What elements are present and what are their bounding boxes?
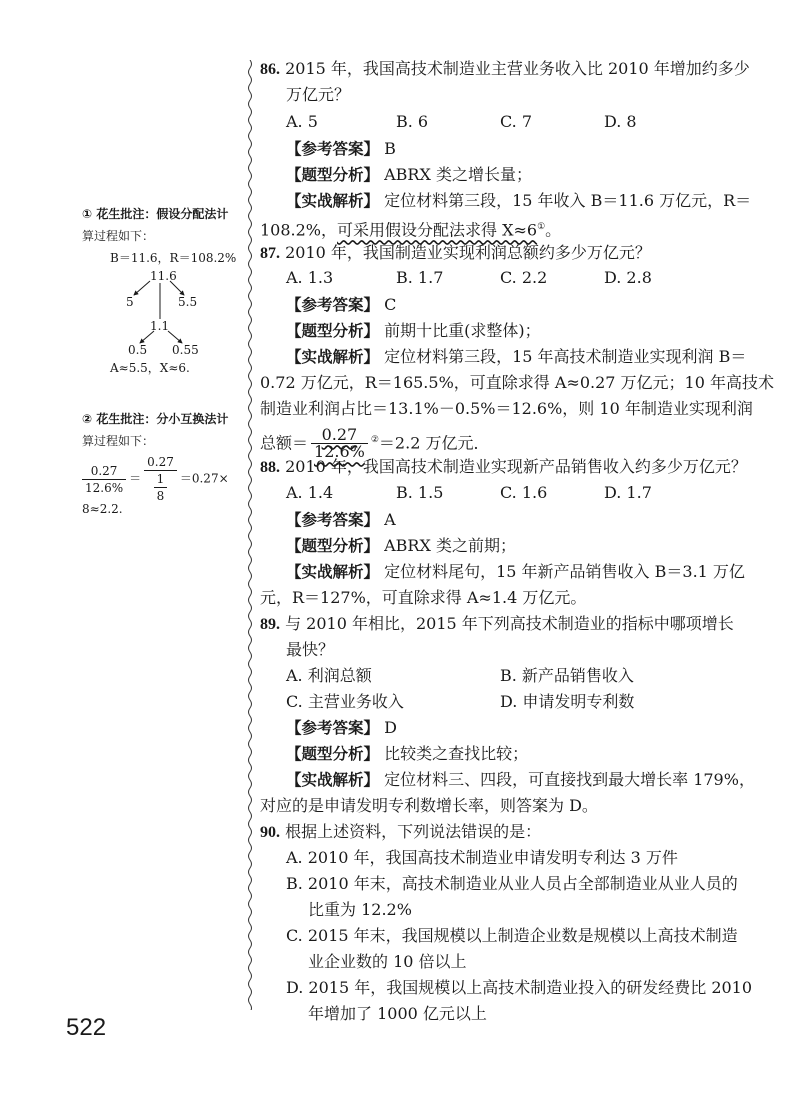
note-title: ① 花生批注：假设分配法计 <box>82 207 229 221</box>
note-result: 8≈2.2. <box>82 502 123 516</box>
answer-row: 【参考答案】 B <box>286 139 396 158</box>
analysis-row-cont: 108.2%，可采用假设分配法求得 X≈6①。 <box>260 220 562 240</box>
answer-row: 【参考答案】 A <box>286 510 396 529</box>
option-b-cont: 比重为 12.2% <box>308 900 412 919</box>
option-c: C. 2015 年末，我国规模以上制造企业数是规模以上高技术制造 <box>286 926 738 945</box>
analysis-row-cont: 对应的是申请发明专利数增长率，则答案为 D。 <box>260 796 598 815</box>
option-d: D. 1.7 <box>604 483 652 502</box>
option-a: A. 利润总额 <box>286 666 372 685</box>
option-d: D. 2015 年，我国规模以上高技术制造业投入的研发经费比 2010 <box>286 978 753 997</box>
question-86-stem: 86. 2015 年，我国高技术制造业主营业务收入比 2010 年增加约多少 <box>260 59 750 78</box>
answer-row: 【参考答案】 C <box>286 295 397 314</box>
fraction: $\frac{0.27}{12.6\%}$ <box>311 427 368 460</box>
option-b: B. 1.5 <box>396 483 444 502</box>
option-a: A. 1.3 <box>286 268 334 287</box>
option-d: D. 8 <box>604 112 637 131</box>
type-row: 【题型分析】 前期十比重(求整体)； <box>286 321 541 340</box>
option-a: A. 1.4 <box>286 483 334 502</box>
question-90-stem: 90. 根据上述资料，下列说法错误的是： <box>260 822 542 841</box>
analysis-row: 【实战解析】 定位材料第三段，15 年收入 B＝11.6 万亿元，R＝ <box>286 191 752 210</box>
option-b: B. 2010 年末，高技术制造业从业人员占全部制造业从业人员的 <box>286 874 738 893</box>
option-b: B. 6 <box>396 112 429 131</box>
option-a: A. 5 <box>286 112 318 131</box>
analysis-row-cont: 制造业利润占比＝13.1%－0.5%＝12.6%，则 10 年制造业实现利润 <box>260 399 753 418</box>
node-left: 5 <box>126 295 134 309</box>
option-b: B. 新产品销售收入 <box>500 666 634 685</box>
analysis-formula-row: 总额＝ $\frac{0.27}{12.6\%}$ ②＝2.2 万亿元． <box>260 425 490 462</box>
note-formula: $\frac{0.27}{12.6\%}$ ＝ $\frac{0.27}{\frac{1}{8}}$ ＝0.27× <box>82 454 229 504</box>
node-bottom-left: 0.5 <box>128 343 148 357</box>
option-c: C. 主营业务收入 <box>286 692 404 711</box>
fraction: $\frac{0.27}{12.6\%}$ <box>82 463 126 496</box>
option-b: B. 1.7 <box>396 268 444 287</box>
node-top: 11.6 <box>150 269 177 283</box>
node-mid: 1.1 <box>150 319 170 333</box>
option-d: D. 申请发明专利数 <box>500 692 635 711</box>
type-row: 【题型分析】 ABRX 类之前期； <box>286 536 516 555</box>
type-row: 【题型分析】 比较类之查找比较； <box>286 744 529 763</box>
option-a: A. 2010 年，我国高技术制造业申请发明专利达 3 万件 <box>286 848 678 867</box>
wavy-divider <box>247 60 253 1010</box>
question-number: 86. <box>260 61 280 78</box>
type-row: 【题型分析】 ABRX 类之增长量； <box>286 165 532 184</box>
option-c: C. 1.6 <box>500 483 548 502</box>
fraction: $\frac{0.27}{\frac{1}{8}}$ <box>144 454 177 504</box>
note-title-cont: 算过程如下： <box>82 434 155 448</box>
analysis-row: 【实战解析】 定位材料三、四段，可直接找到最大增长率 179%， <box>286 770 755 789</box>
node-right: 5.5 <box>178 295 198 309</box>
node-bottom-right: 0.55 <box>172 343 199 357</box>
answer-row: 【参考答案】 D <box>286 718 397 737</box>
note-title: ② 花生批注：分小互换法计 <box>82 412 229 426</box>
question-89-stem: 89. 与 2010 年相比，2015 年下列高技术制造业的指标中哪项增长 <box>260 614 734 633</box>
analysis-row-cont: 0.72 万亿元，R＝165.5%，可直除求得 A≈0.27 万亿元；10 年高技术 <box>260 373 774 392</box>
analysis-row-cont: 元，R＝127%，可直除求得 A≈1.4 万亿元。 <box>260 588 587 607</box>
option-d: D. 2.8 <box>604 268 652 287</box>
question-86-stem-cont: 万亿元？ <box>286 85 351 104</box>
note-given: B＝11.6，R＝108.2% <box>110 251 237 265</box>
analysis-row: 【实战解析】 定位材料尾句，15 年新产品销售收入 B＝3.1 万亿 <box>286 562 745 581</box>
question-89-stem-cont: 最快？ <box>286 640 335 659</box>
analysis-row: 【实战解析】 定位材料第三段，15 年高技术制造业实现利润 B＝ <box>286 347 747 366</box>
option-c-cont: 业企业数的 10 倍以上 <box>308 952 467 971</box>
question-87-stem: 87. 2010 年，我国制造业实现利润总额约多少万亿元？ <box>260 243 651 262</box>
note-result: A≈5.5，X≈6. <box>110 361 190 375</box>
note-title-cont: 算过程如下： <box>82 229 155 243</box>
option-c: C. 2.2 <box>500 268 548 287</box>
page-number: 522 <box>66 1014 107 1041</box>
question-88-stem: 88. 2010 年，我国高技术制造业实现新产品销售收入约多少万亿元？ <box>260 457 747 476</box>
option-d-cont: 年增加了 1000 亿元以上 <box>308 1004 487 1023</box>
option-c: C. 7 <box>500 112 533 131</box>
